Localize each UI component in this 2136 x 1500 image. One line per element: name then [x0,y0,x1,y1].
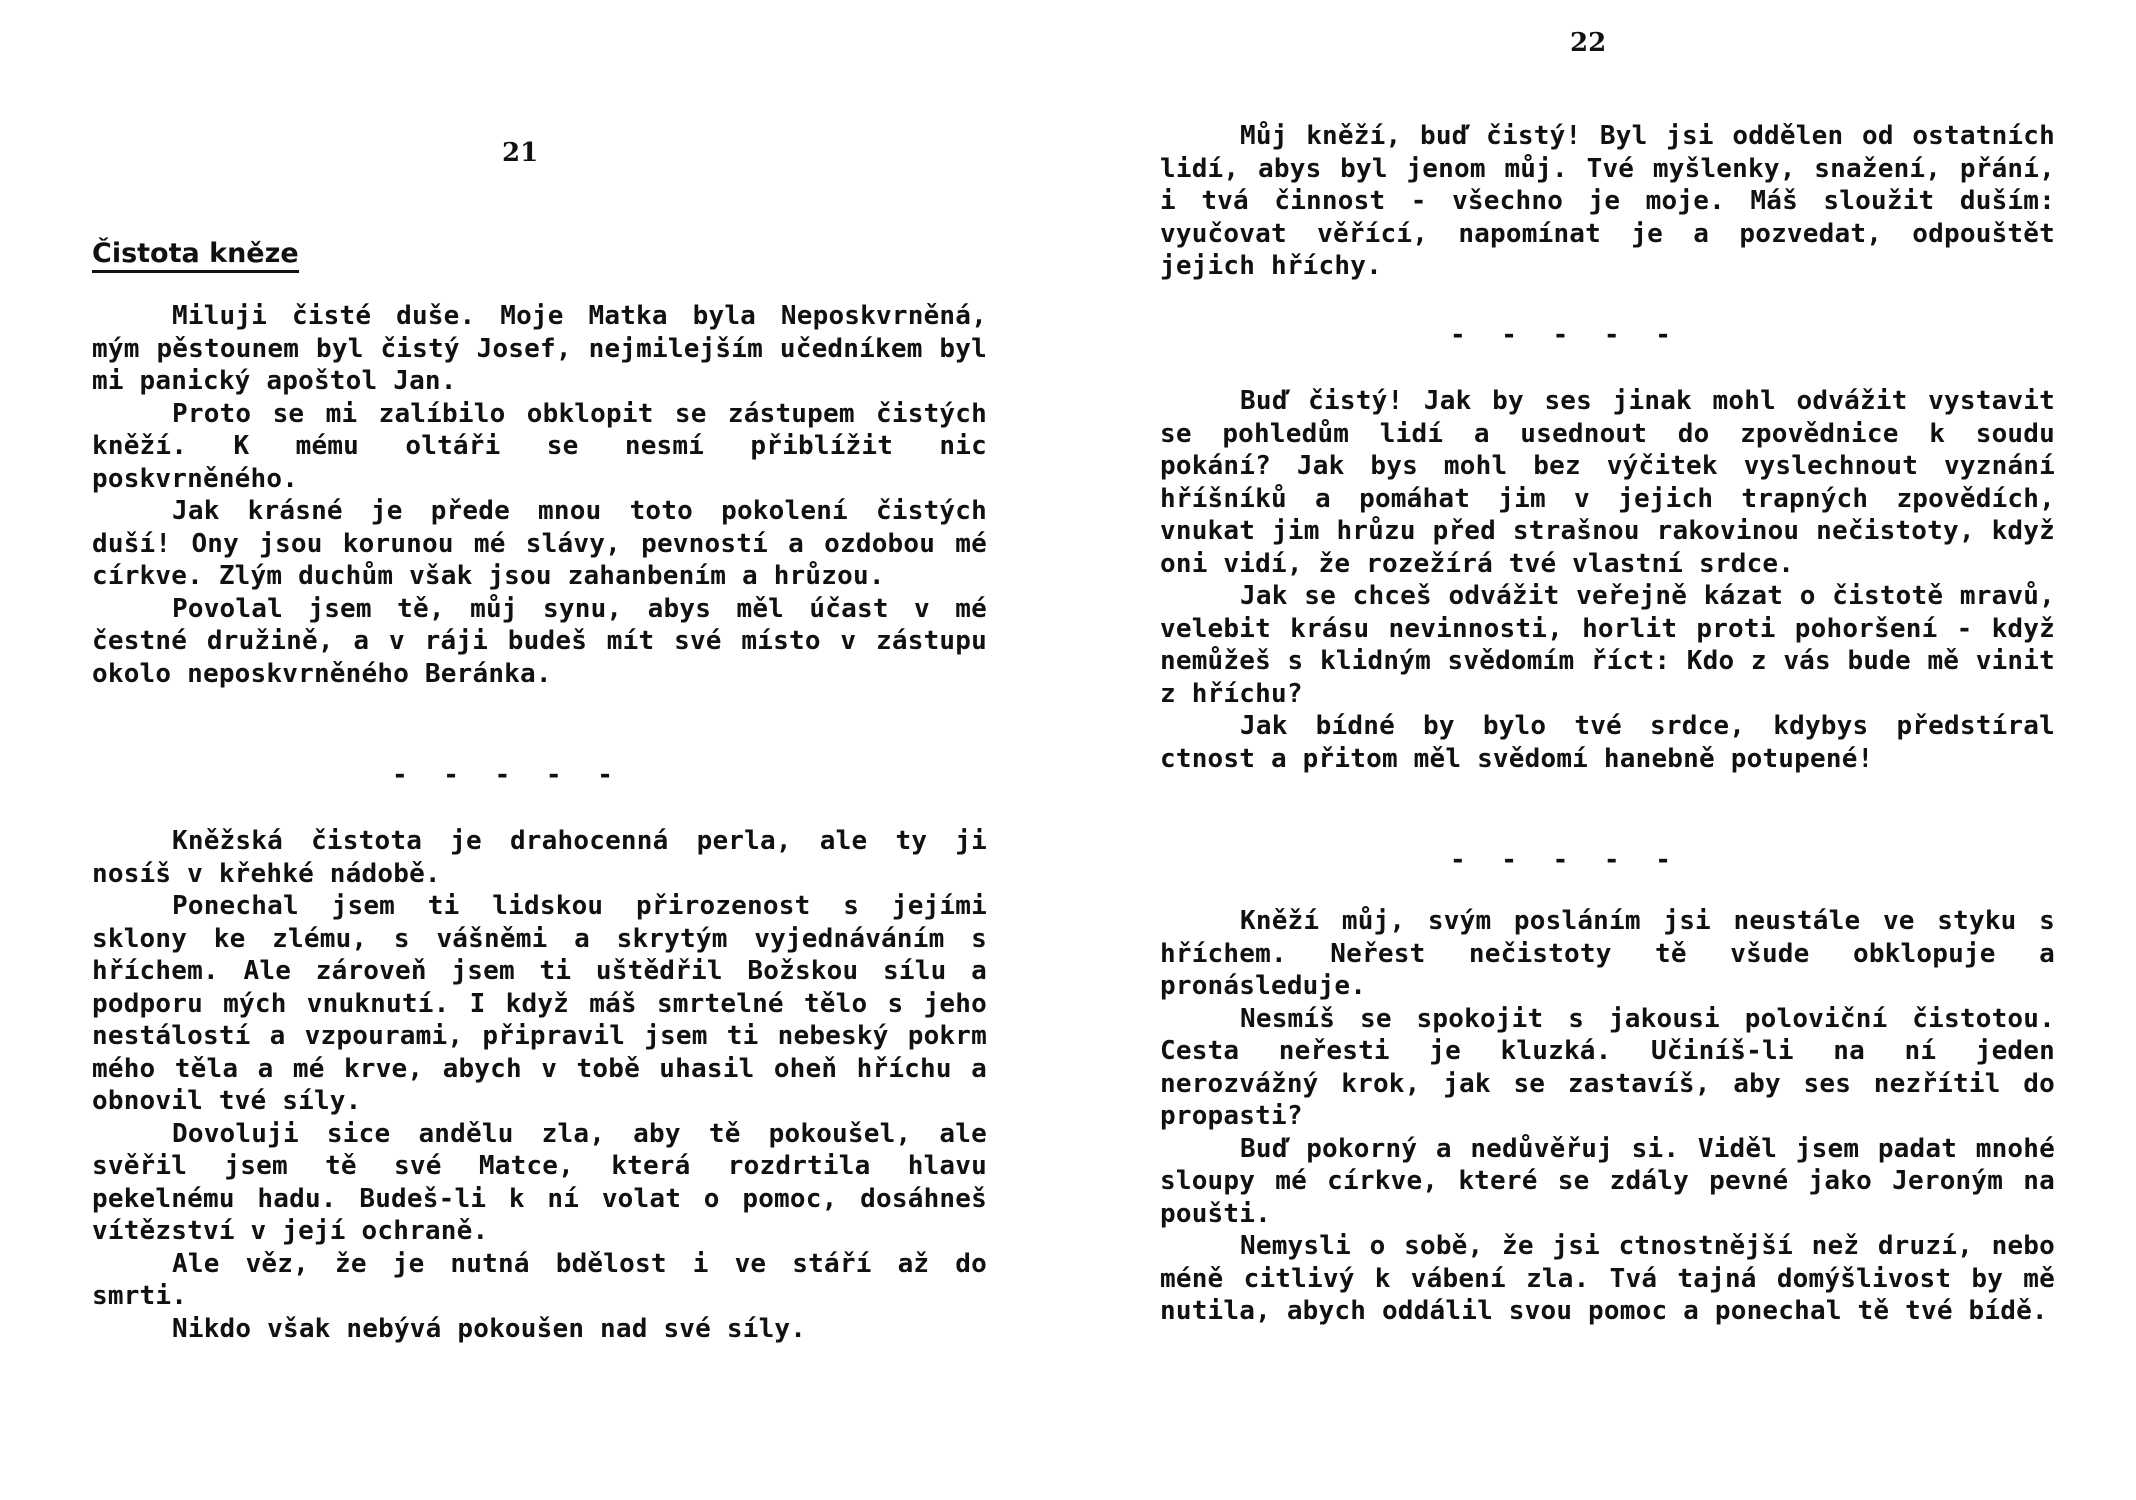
text-section [92,300,987,690]
page-number: 21 [502,138,539,168]
paragraph: Jak krásné je přede mnou toto pokolení čistých duší! Ony jsou korunou mé slávy, pevností a ozdobou mé církve. Zlým duchům však jsou zahanbením a hrůzou. [92,496,987,591]
paragraph: Miluji čisté duše. Moje Matka byla Neposkvrněná, mým pěstounem byl čistý Josef, nejmilejším učedníkem byl mi panický apoštol Jan. [92,301,987,396]
paragraph: Povolal jsem tě, můj synu, abys měl účast v mé čestné družině, a v ráji budeš mít své místo v zástupu okolo neposkvrněného Beránka. [92,593,987,689]
text-section [1160,905,2055,1328]
paragraph: Jak se chceš odvážit veřejně kázat o čistotě mravů, velebit krásu nevinnosti, horlit proti pohoršení - když nemůžeš s klidným svědomím říct: Kdo z vás bude mě vinit z hříchu? [1160,581,2055,709]
paragraph: Nemysli o sobě, že jsi ctnostnější než druzí, nebo méně citlivý k vábení zla. Tvá tajná domýšlivost by mě nutila, abych oddálil svou pomoc a ponechal tě tvé bídě. [1160,1231,2055,1326]
paragraph: Buď čistý! Jak by ses jinak mohl odvážit vystavit se pohledům lidí a usednout do zpovědnice k soudu pokání? Jak bys mohl bez výčitek vyslechnout vyznání hříšníků a pomáhat jim v jejich trapných zpovědích, vnukat jim hrůzu před strašnou rakovinou nečistoty, když oni vidí, že rozežírá tvé vlastní srdce. [1160,386,2055,579]
paragraph: Kněžská čistota je drahocenná perla, ale ty ji nosíš v křehké nádobě. [92,826,987,889]
section-separator: - - - - - [392,760,623,790]
text-section [92,825,987,1345]
paragraph: Nikdo však nebývá pokoušen nad své síly. [172,1313,807,1344]
paragraph: Ale věz, že je nutná bdělost i ve stáří až do smrti. [92,1248,987,1311]
paragraph: Kněží můj, svým posláním jsi neustále ve styku s hříchem. Neřest nečistoty tě všude obklopuje a pronásleduje. [1160,906,2055,1001]
page-number: 22 [1570,28,1607,58]
paragraph: Proto se mi zalíbilo obklopit se zástupem čistých kněží. K mému oltáři se nesmí přiblížit nic poskvrněného. [92,398,987,494]
section-separator: - - - - - [1450,845,1681,875]
paragraph: Nesmíš se spokojit s jakousi poloviční čistotou. Cesta neřesti je kluzká. Učiníš-li na ní jeden nerozvážný krok, jak se zastavíš, aby ses nezřítil do propasti? [1160,1003,2055,1131]
paragraph: Dovoluji sice andělu zla, aby tě pokoušel, ale svěřil jsem tě své Matce, která rozdrtila hlavu pekelnému hadu. Budeš-li k ní volat o pomoc, dosáhneš vítězství v její ochraně. [92,1118,987,1246]
text-section [1160,120,2055,283]
right-page [1068,0,2136,1500]
paragraph: Ponechal jsem ti lidskou přirozenost s jejími sklony ke zlému, s vášněmi a skrytým vyjednáváním s hříchem. Ale zároveň jsem ti uštědřil Božskou sílu a podporu mých vnuknutí. I když máš smrtelné tělo s jeho nestálostí a vzpourami, připravil jsem ti nebeský pokrm mého těla a mé krve, abych v tobě uhasil oheň hříchu a obnovil tvé síly. [92,891,987,1116]
text-section [1160,385,2055,775]
section-separator: - - - - - [1450,320,1681,350]
paragraph: Můj kněží, buď čistý! Byl jsi oddělen od ostatních lidí, abys byl jenom můj. Tvé myšlenky, snažení, přání, i tvá činnost - všechno je moje. Máš sloužit duším: vyučovat věřící, napomínat je a pozvedat, odpouštět jejich hříchy. [1160,121,2055,281]
chapter-title: Čistota kněze [92,238,299,273]
paragraph: Jak bídné by bylo tvé srdce, kdybys předstíral ctnost a přitom měl svědomí hanebně potupené! [1160,711,2055,774]
paragraph: Buď pokorný a nedůvěřuj si. Viděl jsem padat mnohé sloupy mé církve, které se zdály pevné jako Jeroným na poušti. [1160,1133,2055,1229]
